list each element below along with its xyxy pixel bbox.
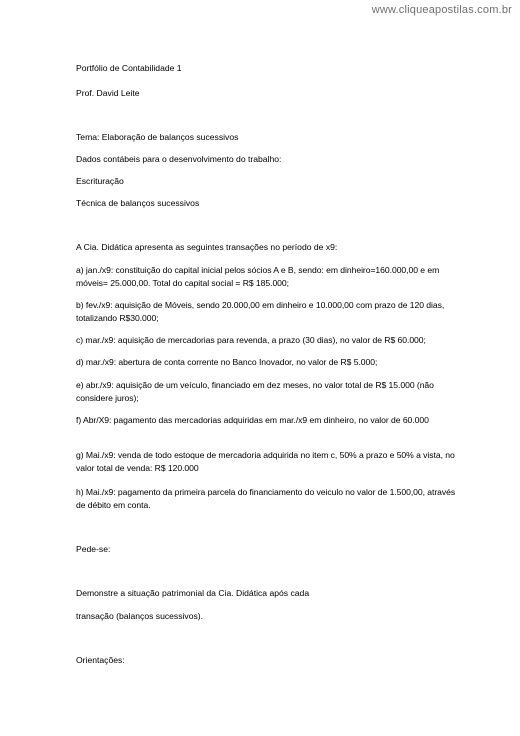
dados-line: Dados contábeis para o desenvolvimento do trabalho: <box>76 154 282 164</box>
tecnica-line: Técnica de balanços sucessivos <box>76 198 200 208</box>
pedese-heading: Pede-se: <box>76 544 111 554</box>
transaction-f: f) Abr/X9: pagamento das mercadorias adquiridas em mar./x9 em dinheiro, no valor de 60.000 <box>76 415 429 425</box>
transaction-h: h) Mai./x9: pagamento da primeira parcela do financiamento do veiculo no valor de 1.500,00, através de débito em conta. <box>76 487 456 510</box>
transaction-c: c) mar./x9: aquisição de mercadorias para revenda, a prazo (30 dias), no valor de R$ 60.000; <box>76 335 426 345</box>
intro-paragraph: A Cia. Didática apresenta as seguintes transações no período de x9: <box>76 242 338 252</box>
transaction-g: g) Mai./x9: venda de todo estoque de mercadoria adquirida no item c, 50% a prazo e 50% a vista, no valor total de venda: R$ 120.000 <box>76 450 455 473</box>
orientacoes-heading: Orientações: <box>76 655 125 665</box>
watermark: www.cliqueapostilas.com.br <box>371 4 512 16</box>
transaction-d: d) mar./x9: abertura de conta corrente no Banco Inovador, no valor de R$ 5.000; <box>76 357 378 367</box>
transaction-b: b) fev./x9: aquisição de Móveis, sendo 20.000,00 em dinheiro e 10.000,00 com prazo de 120 dias, totalizando R$30.000; <box>76 300 445 323</box>
document-title: Portfólio de Contabilidade 1 <box>76 63 182 73</box>
escrituracao-line: Escrituração <box>76 176 124 186</box>
transaction-a: a) jan./x9: constituição do capital inicial pelos sócios A e B, sendo: em dinheiro=160.000,00 e em móveis= 25.000,00. Total do capital social = R$ 185.000; <box>76 265 440 288</box>
transaction-e: e) abr./x9: aquisição de um veículo, financiado em dez meses, no valor total de R$ 15.000 (não considere juros); <box>76 380 434 403</box>
demonstre-line-1: Demonstre a situação patrimonial da Cia. Didática após cada <box>76 588 310 598</box>
tema-line: Tema: Elaboração de balanços sucessivos <box>76 132 239 142</box>
professor-name: Prof. David Leite <box>76 88 140 98</box>
demonstre-line-2: transação (balanços sucessivos). <box>76 611 204 621</box>
